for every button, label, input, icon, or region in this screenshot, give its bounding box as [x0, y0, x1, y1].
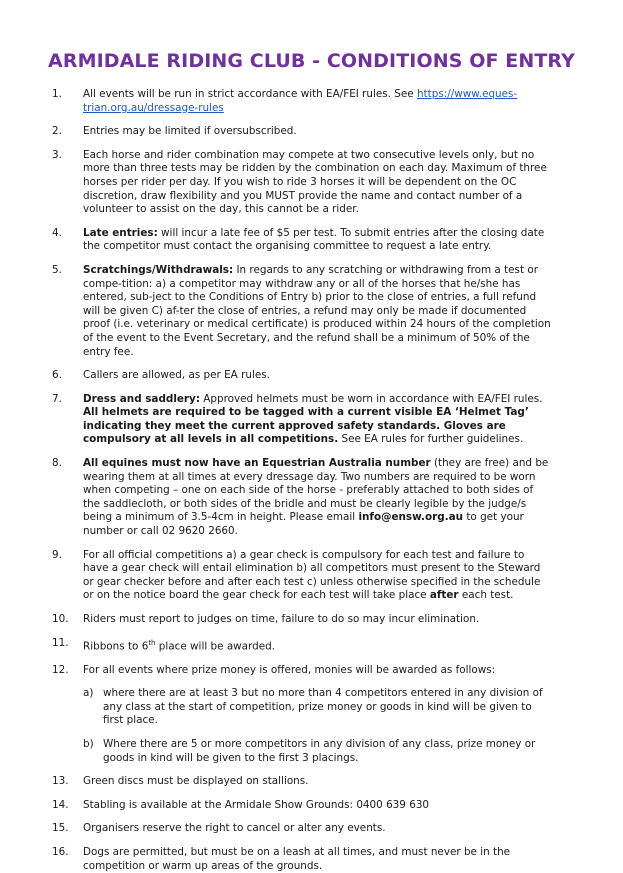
- list-item: [52, 548, 553, 603]
- item-number: 16.: [52, 846, 69, 858]
- list-item: [52, 775, 553, 789]
- sub-item-letter: b): [83, 738, 94, 751]
- item-heading: Dress and saddlery:: [83, 392, 200, 405]
- item-text: Dogs are permitted, but must be on a leash at all times, and must never be in the competition or warm up areas of the grounds.: [83, 846, 511, 872]
- item-text: See EA rules for further guidelines.: [338, 433, 524, 446]
- item-emphasis: after: [429, 589, 459, 602]
- item-text: Each horse and rider combination may compete at two consecutive levels only, but no more than three tests may be ridden by the combination on each day. Maximum of three horses per rider per day. If you wish to ride 3 horses it will be dependent on the OC discretion, draw flexibility and you MUST provide the name and contact number of a volunteer to assist on the day, this cannot be a rider.: [83, 148, 547, 216]
- item-text: Entries may be limited if oversubscribed.: [83, 125, 297, 138]
- list-item: [52, 392, 553, 447]
- sub-item-text: Where there are 5 or more competitors in any division of any class, prize money or goods in kind will be given to the first 3 placings.: [103, 738, 536, 764]
- item-number: 7.: [52, 392, 62, 405]
- list-item: [52, 457, 553, 539]
- item-text: (they are free) and be wearing them at all times at every dressage day. Two numbers are required to be worn when competing – one on each side of the horse - preferably attached to both sides of the saddlecloth, or both sides of the bridle and must be clearly legible by the judge/s being a minimum of 3.5-4cm in height. Please email: [83, 457, 549, 524]
- ordinal-suffix: th: [148, 638, 156, 647]
- item-number: 1.: [52, 88, 62, 100]
- item-text: Green discs must be displayed on stallions.: [83, 775, 309, 788]
- item-text: For all events where prize money is offered, monies will be awarded as follows:: [83, 663, 496, 676]
- item-emphasis: All helmets are required to be tagged with a current visible EA ‘Helmet Tag’ indicating they meet the current approved safety standards. Gloves are compulsory at all levels in all competitions.: [83, 406, 529, 446]
- item-number: 14.: [52, 798, 69, 811]
- sub-list-item: [83, 738, 553, 765]
- item-number: 9.: [52, 548, 62, 561]
- item-text: place will be awarded.: [155, 640, 276, 653]
- item-heading: Late entries:: [83, 226, 158, 239]
- list-item: [52, 846, 553, 873]
- item-text: Stabling is available at the Armidale Show Grounds: 0400 639 630: [83, 798, 430, 811]
- item-number: 11.: [52, 636, 69, 649]
- email-address: info@ensw.org.au: [358, 511, 464, 524]
- item-text: Riders must report to judges on time, failure to do so may incur elimination.: [83, 613, 480, 625]
- sub-list-item: [83, 687, 553, 728]
- item-number: 3.: [52, 148, 62, 161]
- item-text: Ribbons to 6: [83, 640, 149, 653]
- item-number: 4.: [52, 226, 62, 239]
- item-text: In regards to any scratching or withdrawing from a test or compe-tition: a) a competitor may withdraw any or all of the horses that he/she has entered, sub-ject to the Conditions of Entry b) prior to the close of entries, a full refund will be given C) af-ter the close of entries, a refund may only be made if documented proof (i.e. veterinary or medical certificate) is produced within 24 hours of the completion of the event to the Event Secretary, and the refund shall be a minimum of 50% of the entry fee.: [83, 263, 551, 358]
- item-text: each test.: [458, 589, 514, 602]
- list-item: [52, 663, 553, 766]
- page-title: ARMIDALE RIDING CLUB - CONDITIONS OF ENTRY: [48, 50, 575, 72]
- item-text: to get your number or call 02 9620 2660.: [83, 511, 524, 538]
- item-number: 12.: [52, 663, 69, 676]
- list-item: [52, 636, 553, 654]
- list-item: [52, 88, 553, 115]
- item-number: 10.: [52, 613, 69, 625]
- list-item: [52, 148, 553, 217]
- prize-money-sublist: [56, 687, 553, 765]
- item-text: Organisers reserve the right to cancel or alter any events.: [83, 822, 386, 835]
- list-item: [52, 798, 553, 813]
- item-text: will incur a late fee of $5 per test. To submit entries after the closing date the competitor must contact the organising committee to request a late entry.: [83, 226, 545, 253]
- item-heading: All equines must now have an Equestrian Australia number: [83, 457, 431, 470]
- item-number: 2.: [52, 125, 62, 138]
- conditions-list: [52, 88, 553, 873]
- item-text: Callers are allowed, as per EA rules.: [83, 369, 270, 382]
- dressage-rules-link[interactable]: https://www.eques-trian.org.au/dressage-rules: [83, 88, 518, 114]
- item-text: Approved helmets must be worn in accordance with EA/FEI rules.: [199, 392, 543, 405]
- item-text: All events will be run in strict accordance with EA/FEI rules. See: [83, 88, 417, 100]
- list-item: [52, 226, 553, 254]
- item-text: For all official competitions a) a gear check is compulsory for each test and failure to have a gear check will entail elimination b) all competitors must present to the Steward or gear checker before and after each test c) unless otherwise specified in the schedule or on the notice board the gear check for each test will take place: [83, 548, 541, 602]
- list-item: [52, 369, 553, 383]
- sub-item-letter: a): [83, 687, 94, 700]
- list-item: [52, 822, 553, 836]
- item-number: 5.: [52, 263, 62, 276]
- list-item: [52, 613, 553, 627]
- item-number: 15.: [52, 822, 69, 835]
- item-number: 13.: [52, 775, 69, 788]
- list-item: [52, 125, 553, 139]
- sub-item-text: where there are at least 3 but no more than 4 competitors entered in any division of any class at the start of competition, prize money or goods in kind will be given to first place.: [103, 687, 543, 727]
- item-number: 8.: [52, 457, 62, 470]
- item-heading: Scratchings/Withdrawals:: [83, 263, 234, 276]
- list-item: [52, 263, 553, 359]
- item-number: 6.: [52, 369, 62, 382]
